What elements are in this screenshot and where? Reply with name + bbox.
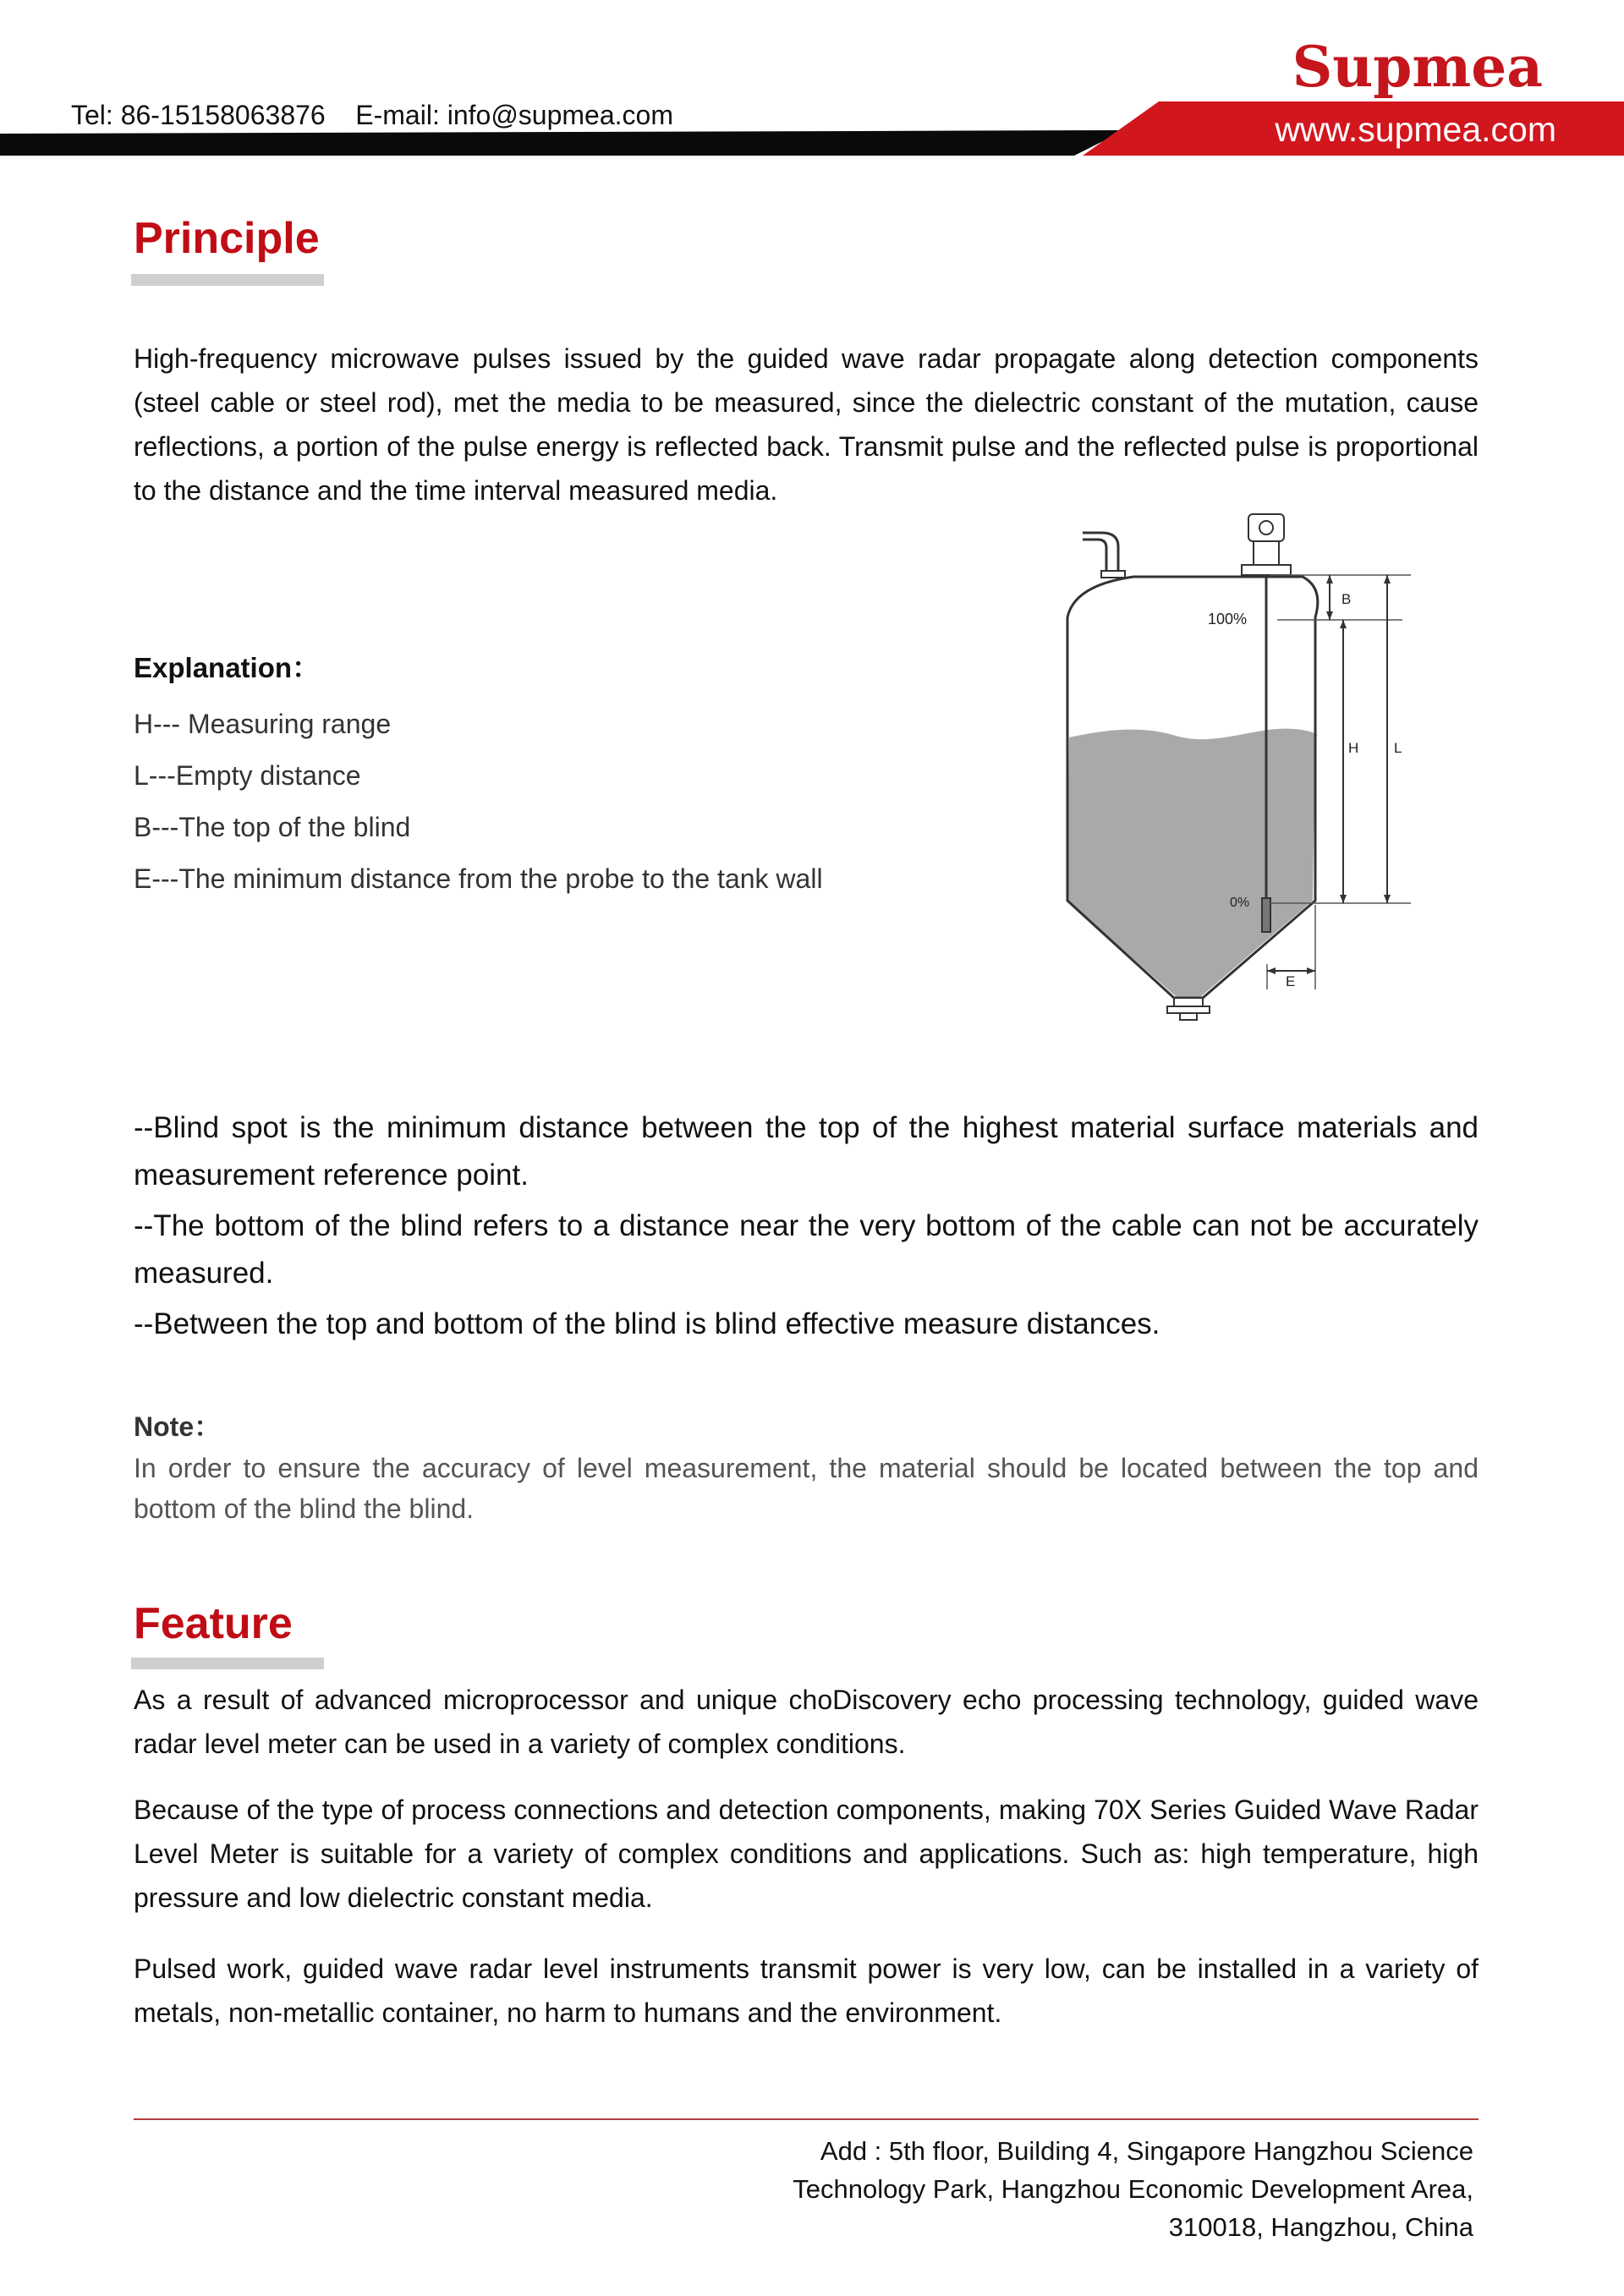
brand-logo: Supmea [1292, 34, 1543, 100]
explanation-item-h: H--- Measuring range [134, 709, 392, 739]
label-b: B [1341, 591, 1352, 607]
header-email: E-mail: info@supmea.com [355, 100, 673, 130]
bottom-outlet [1174, 998, 1203, 1006]
label-0-percent: 0% [1230, 896, 1250, 910]
header-tel: Tel: 86-15158063876 [71, 100, 326, 130]
footer-address-line-1: Add : 5th floor, Building 4, Singapore Hangzhou Science [820, 2136, 1473, 2166]
header-contact [71, 100, 673, 131]
footer-address-line-3: 310018, Hangzhou, China [1168, 2212, 1473, 2242]
blind-note-1: --Blind spot is the minimum distance between the top of the highest material surface materials and measurement reference point. [134, 1111, 1479, 1192]
blind-note-2: --The bottom of the blind refers to a distance near the very bottom of the cable can not be accurately measured. [134, 1209, 1479, 1290]
feature-title: Feature [134, 1599, 293, 1648]
note-title: Note： [134, 1411, 222, 1442]
label-e: E [1286, 973, 1296, 989]
feature-paragraph-1: As a result of advanced microprocessor and unique choDiscovery echo processing technology, guided wave radar level meter can be used in a variety of complex conditions. [134, 1685, 1479, 1759]
blind-note-3: --Between the top and bottom of the blind is blind effective measure distances. [134, 1307, 1160, 1340]
principle-title: Principle [134, 214, 320, 263]
label-100-percent: 100% [1208, 611, 1248, 627]
radar-head-icon [1248, 514, 1284, 541]
tank-diagram [1049, 507, 1421, 1032]
principle-title-underline [131, 274, 324, 286]
principle-paragraph: High-frequency microwave pulses issued by the guided wave radar propagate along detection components (steel cable or steel rod), met the media to be measured, since the dielectric constant of the mutation, cause reflections, a portion of the pulse energy is reflected back. Transmit pulse and the reflected pulse is proportional to the distance and the time interval measured media. [134, 343, 1479, 506]
header-url[interactable]: www.supmea.com [1275, 110, 1556, 149]
explanation-item-l: L---Empty distance [134, 760, 361, 791]
feature-paragraph-2: Because of the type of process connections and detection components, making 70X Series Guided Wave Radar Level Meter is suitable for a variety of complex conditions and applications. Such as: high temperature, high pressure and low dielectric constant media. [134, 1795, 1479, 1913]
label-l: L [1394, 740, 1402, 756]
footer-address-line-2: Technology Park, Hangzhou Economic Development Area, [793, 2174, 1473, 2204]
radar-flange [1242, 565, 1291, 575]
footer-rule [134, 2118, 1479, 2120]
feature-title-underline [131, 1658, 324, 1669]
feature-paragraph-3: Pulsed work, guided wave radar level instruments transmit power is very low, can be installed in a variety of metals, non-metallic container, no harm to humans and the environment. [134, 1954, 1479, 2028]
explanation-item-e: E---The minimum distance from the probe to the tank wall [134, 863, 823, 894]
explanation-title: Explanation： [134, 652, 321, 683]
liquid-fill [1067, 729, 1317, 998]
note-text: In order to ensure the accuracy of level measurement, the material should be located between the top and bottom of the blind the blind. [134, 1453, 1479, 1524]
explanation-item-b: B---The top of the blind [134, 812, 411, 842]
label-h: H [1348, 740, 1359, 756]
